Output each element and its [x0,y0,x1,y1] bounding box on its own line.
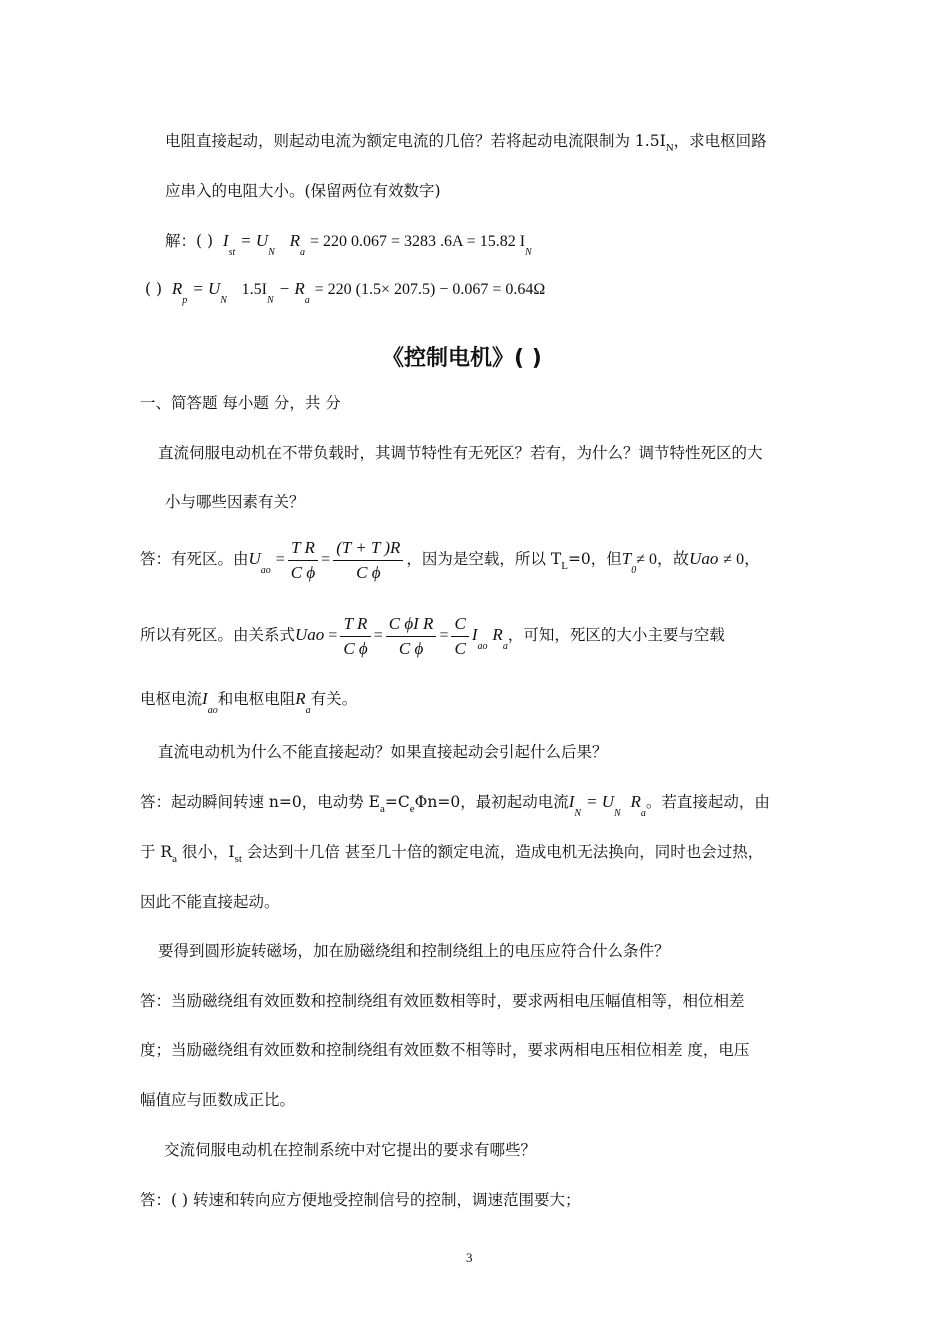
solution-label-1: 解：( ) [165,232,214,250]
answer-text: 会达到十几倍 甚至几十倍的额定电流，造成电机无法换向，同时也会过热， [241,843,764,861]
eq-value: = 220 0.067 = 3283 .6A = 15.82 I [309,233,526,250]
eq-subscript: st [228,247,236,258]
eq-subscript: a [304,295,310,306]
eq-symbol: Uao [295,625,325,644]
fraction-numerator: C ϕI R [386,614,437,637]
answer-text: =C [384,793,410,811]
eq-subscript: a [380,803,385,815]
solution-label-2: ( ) [145,280,163,298]
q1-answer-line-1: 答：有死区。由$U_{ao}$ = $\frac{\text{T R}}{\text{C ϕ}}$ = $\frac{(T + T )R}{\text{C ϕ}}$ ，因为是空载，所以 $T_L=0$，但$T_0\ne 0$，故Uao ≠ 0， [140,537,761,582]
answer-text: 答：起动瞬间转速 n=0，电动势 E [140,793,381,811]
eq-subscript: N [613,808,621,819]
intro-text: 电阻直接起动，则起动电流为额定电流的几倍？若将起动电流限制为 1.5I [165,132,666,150]
fraction-denominator: C [454,638,466,658]
intro-line-1 [165,130,767,154]
answer-text: 。若直接起动，由 [645,793,770,811]
eq-subscript: st [234,853,242,865]
eq-subscript: a [300,247,306,258]
eq-subscript: ao [207,705,218,716]
eq-subscript: 0 [631,565,637,576]
eq-subscript: N [574,808,582,819]
answer-text: 有关。 [310,690,358,708]
eq-symbol: = U [192,279,221,298]
eq-symbol: 1.5I [241,281,267,298]
fraction-numerator: T R [288,538,318,561]
fraction-denominator: C ϕ [356,562,381,582]
intro-subscript: N [665,142,674,154]
eq-subscript: a [640,808,646,819]
answer-text: =0，但 [567,550,622,568]
fraction-3 [340,614,370,659]
q3-answer-line-3: 幅值应与匝数成正比。 [140,1091,296,1109]
answer-text: 于 R [140,843,173,861]
answer-text: 所以有死区。由关系式 [140,626,296,644]
fraction-1 [288,538,318,583]
eq-subscript: a [502,641,508,652]
eq-symbol: R [295,689,306,708]
eq-symbol: I [222,231,229,250]
solution-line-2 [145,278,546,306]
eq-symbol: R [171,279,183,298]
section-title: 《控制电机》( ) [382,346,542,371]
q1-answer-line-2: 所以有死区。由关系式Uao = $\frac{\text{T R}}{\text{C ϕ}}$ = $\frac{\text{C ϕI R}}{\text{C ϕ}}$ = $\frac{C}{C}$ $I_{ao}$ $R_a$，可知，死区的大小主要与空载 [140,613,725,658]
eq-symbol: = U [585,792,614,811]
eq-symbol: I [202,689,208,708]
fraction-numerator: T R [340,614,370,637]
fraction-2 [333,538,403,583]
eq-symbol: R [630,792,641,811]
q2-line-1: 直流电动机为什么不能直接起动？如果直接起动会引起什么后果？ [158,743,608,761]
intro-line-2: 应串入的电阻大小。(保留两位有效数字) [165,182,441,200]
q2-answer-line-1 [140,791,770,819]
q1-line-1: 直流伺服电动机在不带负载时，其调节特性有无死区？若有，为什么？调节特性死区的大 [158,444,763,462]
fraction-denominator: C ϕ [398,638,424,658]
eq-subscript: N [268,247,275,258]
q3-line-1: 要得到圆形旋转磁场，加在励磁绕组和控制绕组上的电压应符合什么条件？ [158,942,670,960]
eq-symbol: = U [240,231,269,250]
fraction-denominator: C ϕ [343,638,368,658]
q1-line-2: 小与哪些因素有关？ [165,493,305,511]
answer-text: ≠ 0， [723,551,761,568]
eq-value: = 220 (1.5× 207.5) − 0.067 = 0.64Ω [314,281,546,298]
answer-text: ≠ 0，故 [636,551,690,568]
eq-symbol: I [471,625,478,644]
eq-subscript: a [305,705,311,716]
eq-subscript: ao [260,565,271,576]
eq-subscript: e [409,803,415,815]
fraction-5 [451,614,468,659]
q1-answer-line-3 [140,688,358,716]
eq-symbol: R [289,231,301,250]
fraction-numerator: (T + T )R [333,538,403,561]
answer-text: ，因为是空载，所以 T [406,550,562,568]
answer-text: Φn=0，最初起动电流 [414,793,569,811]
eq-subscript: N [267,295,274,306]
eq-symbol: − R [278,279,305,298]
q4-line-1: 交流伺服电动机在控制系统中对它提出的要求有哪些？ [164,1141,537,1159]
answer-text: ，可知，死区的大小主要与空载 [507,626,725,644]
eq-symbol: Uao [689,549,719,568]
eq-symbol: I [568,792,575,811]
answer-text: 和电枢电阻 [217,690,296,708]
q3-answer-line-2: 度；当励磁绕组有效匝数和控制绕组有效匝数不相等时，要求两相电压相位相差 度，电压 [140,1041,750,1059]
section-heading: 一、简答题 每小题 分，共 分 [140,394,341,412]
answer-text: 答：有死区。由 [140,550,249,568]
eq-subscript: N [525,247,532,258]
eq-symbol: T [621,549,632,568]
page-number: 3 [466,1250,473,1265]
q2-answer-line-3: 因此不能直接起动。 [140,893,280,911]
answer-text: 很小，I [177,843,235,861]
q2-answer-line-2 [140,841,763,865]
eq-symbol: U [248,549,261,568]
eq-subscript: L [561,560,568,572]
answer-text: 电枢电流 [140,690,203,708]
intro-text-end: ，求电枢回路 [673,132,767,150]
eq-symbol: R [492,625,503,644]
eq-subscript: ao [477,641,488,652]
q3-answer-line-1: 答：当励磁绕组有效匝数和控制绕组有效匝数相等时，要求两相电压幅值相等，相位相差 [140,992,745,1010]
fraction-4 [386,614,437,659]
solution-line-1 [165,230,532,258]
fraction-denominator: C ϕ [290,562,316,582]
eq-subscript: a [172,853,177,865]
eq-subscript: N [220,295,227,306]
eq-subscript: p [182,295,188,306]
q4-answer-line-1: 答：( ) 转速和转向应方便地受控制信号的控制，调速范围要大； [140,1191,581,1209]
fraction-numerator: C [451,614,468,637]
